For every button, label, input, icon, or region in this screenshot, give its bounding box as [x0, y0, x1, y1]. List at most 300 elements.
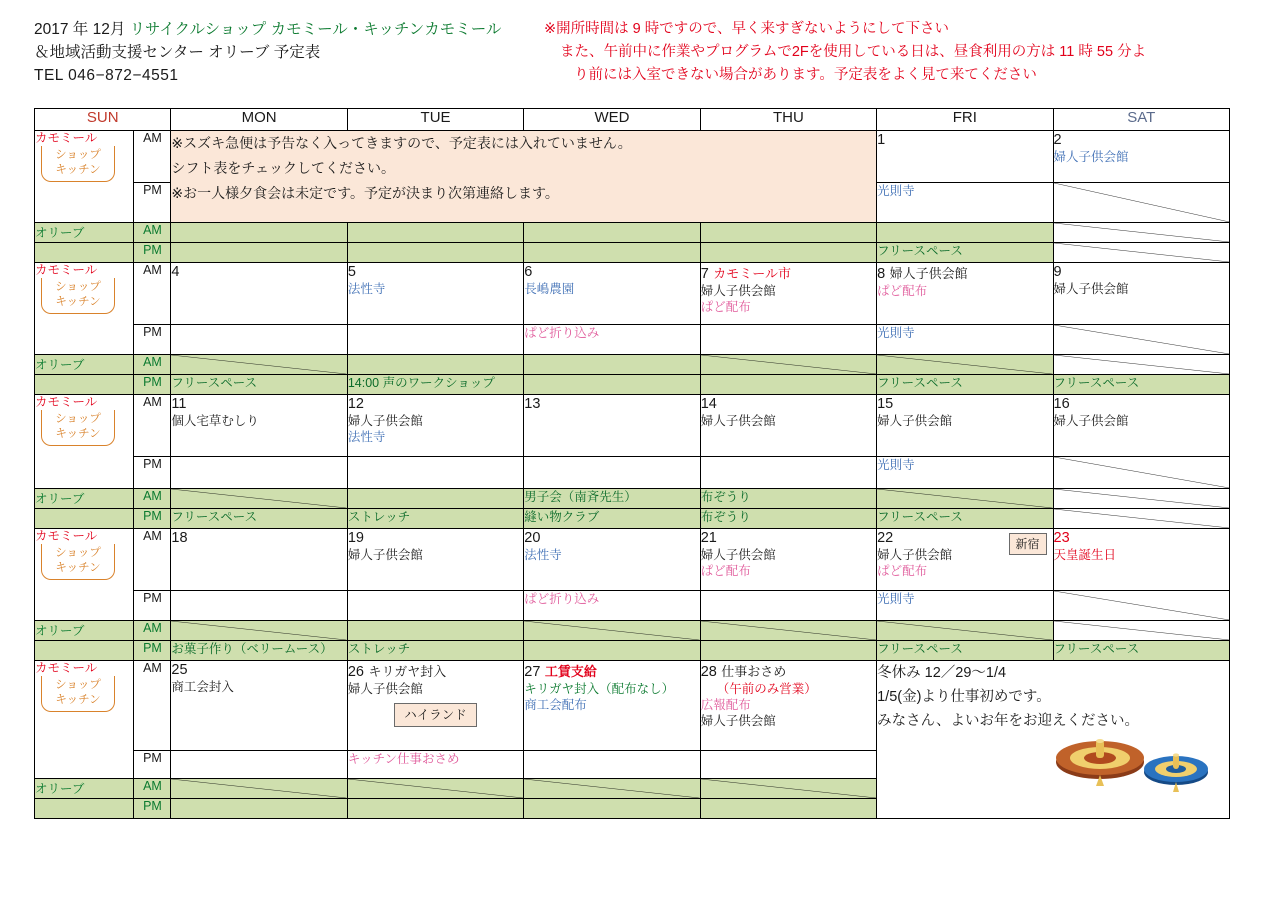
shop-label: ショップ — [55, 281, 101, 293]
day-number-27: 27 — [524, 664, 541, 680]
dow-fri: FRI — [877, 109, 1053, 131]
memo-box — [171, 131, 877, 223]
kamomiiru-text: カモミール — [35, 661, 98, 675]
kitchen-label: キッチン — [55, 694, 101, 706]
day-15-am[interactable] — [877, 395, 1053, 457]
kamomiiru-text: カモミール — [35, 131, 98, 145]
week3-olive-am-sun[interactable] — [171, 489, 347, 509]
week3-olive-pm-mon[interactable] — [347, 509, 523, 529]
week1-olive-am-wed[interactable] — [700, 223, 876, 243]
week1-olive-label-2 — [35, 243, 134, 263]
week2-olive-am-mon[interactable] — [347, 355, 523, 375]
day-11-am-event-1: 個人宅草むしり — [171, 414, 259, 428]
day-number-12: 12 — [347, 396, 364, 412]
day-number-9: 9 — [1053, 264, 1062, 280]
week2-olive-pm-mon[interactable] — [347, 375, 523, 395]
day-15-am-event-1: 婦人子供会館 — [877, 414, 953, 428]
week4-olive-am-sun[interactable] — [171, 621, 347, 641]
winter-holiday-notes — [877, 661, 1230, 819]
notes-line-1: 冬休み 12／29〜1/4 — [877, 665, 1007, 681]
week4-olive-pm-label: PM — [134, 641, 171, 661]
week1-olive-am-fri[interactable] — [1053, 223, 1229, 243]
day-number-1: 1 — [877, 132, 886, 148]
day-number-15: 15 — [877, 396, 894, 412]
day-6-am[interactable] — [524, 263, 700, 325]
week3-olive-pm-fri-slash-icon — [1054, 509, 1229, 528]
day-12-am[interactable] — [347, 395, 523, 457]
week3-olive-pm-fri[interactable] — [1053, 509, 1229, 529]
day-number-16: 16 — [1053, 396, 1070, 412]
week3-olive-label-2 — [35, 509, 134, 529]
week2-olive-pm-label: PM — [134, 375, 171, 395]
week1-olive-am-label: AM — [134, 223, 171, 243]
kamomiiru-subbox — [41, 676, 115, 712]
day-26-am-event-1: 婦人子供会館 — [347, 682, 423, 696]
week2-olive-am-sun[interactable] — [171, 355, 347, 375]
week3-olive-pm-mon-event: ストレッチ — [347, 510, 411, 524]
dow-wed: WED — [524, 109, 700, 131]
dow-sat: SAT — [1053, 109, 1229, 131]
week4-pm-label: PM — [134, 591, 171, 621]
day-6-pm[interactable] — [524, 325, 700, 355]
day-5-am[interactable] — [347, 263, 523, 325]
week3-pm-row — [35, 457, 1230, 489]
week2-olive-am-wed-slash-icon — [701, 355, 876, 374]
week4-olive-am-wed[interactable] — [700, 621, 876, 641]
week3-olive-am-wed-event: 布ぞうり — [700, 490, 751, 504]
week1-olive-pm-row — [35, 243, 1230, 263]
header-shop-name: リサイクルショップ カモミール・キッチンカモミール — [129, 21, 502, 38]
week3-olive-pm-sun[interactable] — [171, 509, 347, 529]
week2-olive-pm-fri-event: フリースペース — [1053, 376, 1140, 390]
week4-olive-pm-thu[interactable] — [877, 641, 1053, 661]
day-4-pm[interactable] — [171, 325, 347, 355]
day-26-pm[interactable] — [347, 751, 523, 779]
day-20-am[interactable] — [524, 529, 700, 591]
week5-olive-am-sun[interactable] — [171, 779, 347, 799]
week2-olive-pm-row — [35, 375, 1230, 395]
day-8-pm[interactable] — [877, 325, 1053, 355]
day-25-am[interactable] — [171, 661, 347, 751]
week3-olive-am-fri-slash-icon — [1054, 489, 1229, 508]
kamomiiru-subbox — [41, 410, 115, 446]
day-21-am[interactable] — [700, 529, 876, 591]
week4-olive-am-mon[interactable] — [347, 621, 523, 641]
spinning-tops-illustration — [1047, 726, 1217, 814]
day-26-highland-box: ハイランド — [394, 703, 477, 727]
week2-olive-am-thu[interactable] — [877, 355, 1053, 375]
week4-olive-am-tue[interactable] — [524, 621, 700, 641]
week3-olive-pm-label: PM — [134, 509, 171, 529]
week1-am-row — [35, 131, 1230, 183]
week4-olive-pm-mon-event: ストレッチ — [347, 642, 411, 656]
day-7-pm[interactable] — [700, 325, 876, 355]
kitchen-label: キッチン — [55, 428, 101, 440]
day-number-18: 18 — [171, 530, 188, 546]
day-5-pm[interactable] — [347, 325, 523, 355]
week4-olive-pm-sun-event: お菓子作り（ベリームース） — [171, 642, 333, 656]
week1-olive-am-sun[interactable] — [171, 223, 347, 243]
day-number-13: 13 — [524, 396, 541, 412]
week4-olive-am-tue-slash-icon — [524, 621, 699, 640]
week5-olive-pm-wed[interactable] — [700, 799, 876, 819]
week3-olive-am-wed[interactable] — [700, 489, 876, 509]
week2-olive-am-tue[interactable] — [524, 355, 700, 375]
day-8-am-event-1: ぱど配布 — [877, 284, 928, 298]
day-14-am[interactable] — [700, 395, 876, 457]
dow-sun: SUN — [35, 109, 171, 131]
kamomiiru-text: カモミール — [35, 263, 98, 277]
day-2-pm[interactable] — [1053, 183, 1229, 223]
kamomiiru-subbox — [41, 146, 115, 182]
week5-olive-am-tue-slash-icon — [524, 779, 699, 798]
kamomiiru-subbox — [41, 278, 115, 314]
day-21-am-event-1: 婦人子供会館 — [700, 548, 776, 562]
week3-olive-pm-thu-event: フリースペース — [877, 510, 963, 524]
day-12-am-event-2: 法性寺 — [347, 430, 386, 444]
week5-am-label: AM — [134, 661, 171, 751]
day-14-pm[interactable] — [700, 457, 876, 489]
week3-olive-am-thu[interactable] — [877, 489, 1053, 509]
week5-olive-am-wed[interactable] — [700, 779, 876, 799]
kamomiiru-text: カモミール — [35, 395, 98, 409]
week4-olive-pm-wed[interactable] — [700, 641, 876, 661]
day-number-26: 26 — [347, 664, 364, 680]
day-22-pm-event-1: 光則寺 — [877, 592, 915, 606]
week4-am-label: AM — [134, 529, 171, 591]
day-16-am[interactable] — [1053, 395, 1229, 457]
day-11-pm[interactable] — [171, 457, 347, 489]
week1-olive-pm-thu-event: フリースペース — [877, 244, 963, 258]
day-number-8: 8 — [877, 266, 886, 282]
day-23-pm[interactable] — [1053, 591, 1229, 621]
kamomiiru-text: カモミール — [35, 529, 98, 543]
day-2-pm-slash-icon — [1054, 183, 1229, 222]
week1-kamomiiru-label — [35, 131, 134, 223]
day-20-pm-event-1: ぱど折り込み — [524, 592, 600, 606]
week3-am-label: AM — [134, 395, 171, 457]
week4-olive-pm-mon[interactable] — [347, 641, 523, 661]
day-7-am-event-2: ぱど配布 — [700, 300, 751, 314]
day-number-22: 22 — [877, 530, 894, 546]
header-left-block — [34, 18, 554, 87]
week4-olive-am-wed-slash-icon — [701, 621, 876, 640]
week4-pm-row — [35, 591, 1230, 621]
week3-olive-am-fri[interactable] — [1053, 489, 1229, 509]
week2-olive-pm-thu[interactable] — [877, 375, 1053, 395]
day-14-am-event-1: 婦人子供会館 — [700, 414, 776, 428]
week4-olive-label-2 — [35, 641, 134, 661]
memo-line-3: ※お一人様夕食会は未定です。予定が決まり次第連絡します。 — [171, 185, 559, 201]
day-20-am-event-1: 法性寺 — [524, 548, 562, 562]
dow-mon: MON — [171, 109, 347, 131]
week1-olive-pm-tue[interactable] — [524, 243, 700, 263]
week4-olive-pm-thu-event: フリースペース — [877, 642, 963, 656]
shop-label: ショップ — [55, 547, 101, 559]
week2-olive-label-2 — [35, 375, 134, 395]
week2-olive-label: オリーブ — [35, 355, 134, 375]
week1-olive-label: オリーブ — [35, 223, 134, 243]
week3-olive-pm-thu[interactable] — [877, 509, 1053, 529]
week5-olive-am-mon[interactable] — [347, 779, 523, 799]
week2-olive-pm-thu-event: フリースペース — [877, 376, 963, 390]
day-number-4: 4 — [171, 264, 180, 280]
week3-olive-am-mon[interactable] — [347, 489, 523, 509]
week3-olive-pm-sun-event: フリースペース — [171, 510, 258, 524]
week2-olive-pm-mon-event: 14:00 声のワークショップ — [347, 376, 495, 390]
day-18-am[interactable] — [171, 529, 347, 591]
day-28-am-event-3: 婦人子供会館 — [700, 714, 776, 728]
notice-line-2: また、午前中に作業やプログラムで2Fを使用している日は、昼食利用の方は 11 時 55 分よ — [560, 44, 1147, 60]
day-number-2: 2 — [1053, 132, 1062, 148]
day-number-28: 28 — [700, 664, 717, 680]
day-8-pm-event-1: 光則寺 — [877, 326, 915, 340]
week2-olive-pm-wed[interactable] — [700, 375, 876, 395]
week1-olive-am-tue[interactable] — [524, 223, 700, 243]
week5-am-row — [35, 661, 1230, 751]
week4-olive-am-row — [35, 621, 1230, 641]
day-1-pm[interactable] — [877, 183, 1053, 223]
day-26-tag: キリガヤ封入 — [368, 664, 447, 679]
week5-olive-pm-tue[interactable] — [524, 799, 700, 819]
week5-olive-am-mon-slash-icon — [348, 779, 523, 798]
day-5-am-event-1: 法性寺 — [347, 282, 386, 296]
day-number-19: 19 — [347, 530, 364, 546]
day-27-am[interactable] — [524, 661, 700, 751]
week3-olive-pm-wed[interactable] — [700, 509, 876, 529]
day-22-am-event-1: 婦人子供会館 — [877, 548, 953, 562]
week1-olive-pm-slash-icon — [1054, 243, 1229, 262]
shop-label: ショップ — [55, 679, 101, 691]
week2-am-label: AM — [134, 263, 171, 325]
week2-olive-pm-sun[interactable] — [171, 375, 347, 395]
week1-pm-label: PM — [134, 183, 171, 223]
day-26-am[interactable] — [347, 661, 523, 751]
memo-line-2: シフト表をチェックしてください。 — [171, 160, 396, 176]
week5-olive-pm-sun[interactable] — [171, 799, 347, 819]
day-27-pm[interactable] — [524, 751, 700, 779]
day-9-am-event-1: 婦人子供会館 — [1053, 282, 1129, 296]
day-number-6: 6 — [524, 264, 533, 280]
week5-olive-am-label: AM — [134, 779, 171, 799]
week2-pm-row — [35, 325, 1230, 355]
day-9-pm[interactable] — [1053, 325, 1229, 355]
day-1-am[interactable] — [877, 131, 1053, 183]
week1-olive-am-row — [35, 223, 1230, 243]
day-25-pm[interactable] — [171, 751, 347, 779]
day-28-am[interactable] — [700, 661, 876, 751]
week4-olive-pm-fri-event: フリースペース — [1053, 642, 1140, 656]
week4-am-row — [35, 529, 1230, 591]
dow-thu: THU — [700, 109, 876, 131]
week5-olive-am-sun-slash-icon — [171, 779, 346, 798]
day-2-am-event-1: 婦人子供会館 — [1053, 150, 1129, 164]
day-16-pm[interactable] — [1053, 457, 1229, 489]
week4-olive-am-fri-slash-icon — [1054, 621, 1229, 640]
week1-olive-pm-wed[interactable] — [700, 243, 876, 263]
week2-olive-am-label: AM — [134, 355, 171, 375]
day-28-pm[interactable] — [700, 751, 876, 779]
week1-olive-pm-label: PM — [134, 243, 171, 263]
week3-olive-am-label: AM — [134, 489, 171, 509]
week3-olive-pm-row — [35, 509, 1230, 529]
header-notice — [544, 18, 1244, 87]
shop-label: ショップ — [55, 149, 101, 161]
week2-olive-pm-fri[interactable] — [1053, 375, 1229, 395]
day-number-23: 23 — [1053, 530, 1070, 546]
day-number-25: 25 — [171, 662, 188, 678]
day-26-pm-event-1: キッチン仕事おさめ — [347, 752, 460, 766]
day-7-tag: カモミール市 — [713, 266, 791, 281]
day-number-5: 5 — [347, 264, 356, 280]
notice-line-1: ※開所時間は 9 時ですので、早く来すぎないようにして下さい — [544, 21, 949, 37]
week2-olive-am-wed[interactable] — [700, 355, 876, 375]
week2-olive-am-thu-slash-icon — [877, 355, 1052, 374]
day-15-pm-event-1: 光則寺 — [877, 458, 915, 472]
kitchen-label: キッチン — [55, 164, 101, 176]
week5-pm-label: PM — [134, 751, 171, 779]
day-21-am-event-2: ぱど配布 — [700, 564, 751, 578]
day-22-am[interactable] — [877, 529, 1053, 591]
day-number-21: 21 — [700, 530, 717, 546]
calendar-table — [34, 108, 1230, 819]
day-22-am-event-2: ぱど配布 — [877, 564, 928, 578]
week3-pm-label: PM — [134, 457, 171, 489]
week3-kamomiiru-label — [35, 395, 134, 489]
day-27-tag: 工賃支給 — [544, 664, 597, 679]
day-number-7: 7 — [700, 266, 709, 282]
week1-olive-am-thu[interactable] — [877, 223, 1053, 243]
header-title-line1 — [34, 18, 554, 41]
day-28-am-event-2: 広報配布 — [700, 698, 751, 712]
week4-olive-am-thu-slash-icon — [877, 621, 1052, 640]
day-12-pm[interactable] — [347, 457, 523, 489]
day-23-am-event-1: 天皇誕生日 — [1053, 548, 1117, 562]
week1-olive-pm-thu[interactable] — [877, 243, 1053, 263]
week3-olive-am-tue-event: 男子会（南斉先生） — [524, 490, 637, 504]
week1-am-label: AM — [134, 131, 171, 183]
week2-olive-pm-sun-event: フリースペース — [171, 376, 258, 390]
day-23-am[interactable] — [1053, 529, 1229, 591]
week5-olive-am-wed-slash-icon — [701, 779, 876, 798]
day-22-pm[interactable] — [877, 591, 1053, 621]
week3-olive-label: オリーブ — [35, 489, 134, 509]
week5-olive-am-tue[interactable] — [524, 779, 700, 799]
dow-tue: TUE — [347, 109, 523, 131]
week2-olive-am-row — [35, 355, 1230, 375]
week4-olive-pm-tue[interactable] — [524, 641, 700, 661]
day-2-am[interactable] — [1053, 131, 1229, 183]
week3-olive-am-sun-slash-icon — [171, 489, 346, 508]
week1-olive-pm-sun[interactable] — [171, 243, 347, 263]
notes-line-3: みなさん、よいお年をお迎えください。 — [877, 713, 1139, 729]
day-13-pm[interactable] — [524, 457, 700, 489]
week1-olive-pm-fri[interactable] — [1053, 243, 1229, 263]
week4-olive-label: オリーブ — [35, 621, 134, 641]
week5-olive-label: オリーブ — [35, 779, 134, 799]
kamomiiru-subbox — [41, 544, 115, 580]
week4-kamomiiru-label — [35, 529, 134, 621]
day-16-pm-slash-icon — [1054, 457, 1229, 488]
day-8-tag: 婦人子供会館 — [889, 266, 968, 281]
week3-olive-pm-tue[interactable] — [524, 509, 700, 529]
day-6-pm-event-1: ぱど折り込み — [524, 326, 600, 340]
week2-kamomiiru-label — [35, 263, 134, 355]
day-18-pm[interactable] — [171, 591, 347, 621]
day-number-20: 20 — [524, 530, 541, 546]
day-27-am-event-2: 商工会配布 — [524, 698, 587, 712]
day-12-am-event-1: 婦人子供会館 — [347, 414, 423, 428]
week3-olive-pm-wed-event: 布ぞうり — [700, 510, 751, 524]
day-28-am-event-1: （午前のみ営業） — [716, 682, 817, 696]
day-11-am[interactable] — [171, 395, 347, 457]
day-16-am-event-1: 婦人子供会館 — [1053, 414, 1129, 428]
day-9-pm-slash-icon — [1054, 325, 1229, 354]
week2-olive-am-fri-slash-icon — [1054, 355, 1229, 374]
shop-label: ショップ — [55, 413, 101, 425]
day-7-am[interactable] — [700, 263, 876, 325]
week5-olive-label-2 — [35, 799, 134, 819]
week4-olive-am-fri[interactable] — [1053, 621, 1229, 641]
day-number-11: 11 — [171, 396, 187, 412]
week3-olive-pm-tue-event: 縫い物クラブ — [524, 510, 600, 524]
week5-olive-pm-label: PM — [134, 799, 171, 819]
day-22-shinjuku-box: 新宿 — [1009, 533, 1047, 555]
day-9-am[interactable] — [1053, 263, 1229, 325]
header-title-line2: ＆地域活動支援センター オリーブ 予定表 — [34, 44, 321, 61]
day-8-am[interactable] — [877, 263, 1053, 325]
day-21-pm[interactable] — [700, 591, 876, 621]
day-number-14: 14 — [700, 396, 717, 412]
day-1-pm-event-1: 光則寺 — [877, 184, 915, 198]
day-4-am[interactable] — [171, 263, 347, 325]
week4-olive-am-thu[interactable] — [877, 621, 1053, 641]
week3-olive-am-row — [35, 489, 1230, 509]
week2-olive-pm-tue[interactable] — [524, 375, 700, 395]
kitchen-label: キッチン — [55, 562, 101, 574]
day-15-pm[interactable] — [877, 457, 1053, 489]
day-13-am[interactable] — [524, 395, 700, 457]
header-tel: TEL 046−872−4551 — [34, 67, 179, 84]
week3-olive-am-tue[interactable] — [524, 489, 700, 509]
day-6-am-event-1: 長嶋農園 — [524, 282, 575, 296]
calendar-header-row — [35, 109, 1230, 131]
day-19-pm[interactable] — [347, 591, 523, 621]
day-28-tag: 仕事おさめ — [721, 664, 787, 679]
day-25-am-event-1: 商工会封入 — [171, 680, 234, 694]
day-19-am[interactable] — [347, 529, 523, 591]
week3-olive-am-thu-slash-icon — [877, 489, 1052, 508]
week1-olive-pm-mon[interactable] — [347, 243, 523, 263]
week2-olive-am-sun-slash-icon — [171, 355, 346, 374]
week3-am-row — [35, 395, 1230, 457]
week2-am-row — [35, 263, 1230, 325]
week4-olive-pm-row — [35, 641, 1230, 661]
week5-olive-pm-mon[interactable] — [347, 799, 523, 819]
day-20-pm[interactable] — [524, 591, 700, 621]
week4-olive-pm-sun[interactable] — [171, 641, 347, 661]
day-7-am-event-1: 婦人子供会館 — [700, 284, 776, 298]
week2-pm-label: PM — [134, 325, 171, 355]
week2-olive-am-fri[interactable] — [1053, 355, 1229, 375]
week4-olive-am-sun-slash-icon — [171, 621, 346, 640]
week4-olive-am-label: AM — [134, 621, 171, 641]
week1-olive-am-mon[interactable] — [347, 223, 523, 243]
week5-kamomiiru-label — [35, 661, 134, 779]
week1-olive-am-slash-icon — [1054, 223, 1229, 242]
notice-line-3: り前には入室できない場合があります。予定表をよく見て来てください — [574, 67, 1037, 83]
week4-olive-pm-fri[interactable] — [1053, 641, 1229, 661]
